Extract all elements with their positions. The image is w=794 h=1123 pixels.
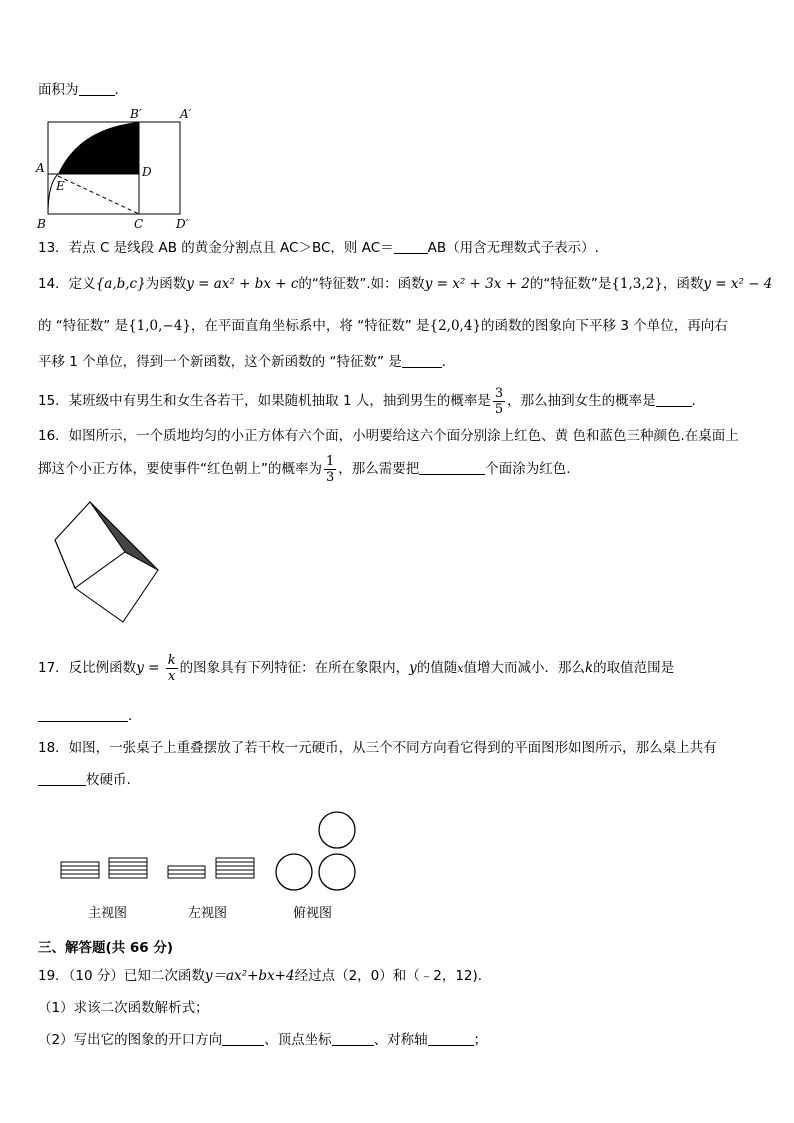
label-e: E xyxy=(56,179,65,193)
label-aprime: A′ xyxy=(180,107,192,121)
label-d: D xyxy=(142,165,152,179)
top-view-coin-2 xyxy=(276,854,312,890)
label-a: A xyxy=(36,161,45,175)
question-14-line1: 14．定义{a,b,c}为函数y = ax² + bx + c的“特征数”.如：函数y = x² + 3x + 2的“特征数”是{1,3,2}，函数y = x² − 4 xyxy=(38,276,773,292)
question-15: 15．某班级中有男生和女生各若干，如果随机抽取 1 人，抽到男生的概率是 $\frac{3}{5}$ ，那么抽到女生的概率是 . xyxy=(38,385,696,417)
top-view-coin-1 xyxy=(319,812,355,848)
label-b: B xyxy=(37,217,46,231)
question-18-line1: 18．如图，一张桌子上重叠摆放了若干枚一元硬币，从三个不同方向看它得到的平面图形如图所示，那么桌上共有 xyxy=(38,740,717,756)
three-views-figure xyxy=(56,806,366,906)
answer-blank[interactable] xyxy=(332,1031,374,1046)
question-14-line2: 的 “特征数” 是{1,0,−4}，在平面直角坐标系中，将 “特征数” 是{2,0,4}的函数的图象向下平移 3 个单位，再向右 xyxy=(38,318,728,334)
area-prompt: 面积为 xyxy=(38,82,79,98)
shaded-region xyxy=(58,122,139,174)
answer-line-area: 面积为 . xyxy=(38,82,119,98)
geometry-figure xyxy=(34,104,204,232)
answer-blank[interactable] xyxy=(656,392,692,407)
question-19-part1: （1）求该二次函数解析式； xyxy=(38,1000,209,1016)
answer-blank[interactable] xyxy=(38,707,128,722)
top-view-coin-3 xyxy=(319,854,355,890)
answer-blank[interactable] xyxy=(428,1031,474,1046)
answer-blank[interactable] xyxy=(79,81,115,96)
cube-figure xyxy=(50,500,164,626)
front-view-stack-1 xyxy=(61,862,99,878)
question-16-line2: 掷这个小正方体，要使事件“红色朝上”的概率为 $\frac{1}{3}$ ，那么需要把 个面涂为红色. xyxy=(38,453,571,485)
label-c: C xyxy=(134,217,144,231)
section-3-title: 三、解答题(共 66 分) xyxy=(38,940,174,956)
answer-blank[interactable] xyxy=(38,771,86,786)
answer-blank[interactable] xyxy=(394,239,428,254)
caption-left-view: 左视图 xyxy=(188,906,228,921)
question-19: 19．（10 分）已知二次函数y＝ax²+bx+4经过点（2，0）和（﹣2，12). xyxy=(38,968,483,984)
label-dprime: D′ xyxy=(176,217,189,231)
question-13: 13．若点 C 是线段 AB 的黄金分割点且 AC＞BC，则 AC＝ AB（用含无理数式子表示）. xyxy=(38,240,599,256)
question-19-part2: （2）写出它的图象的开口方向 、顶点坐标 、对称轴 ； xyxy=(38,1032,488,1048)
question-18-line2: 枚硬币. xyxy=(38,770,131,790)
answer-blank[interactable] xyxy=(419,460,485,475)
caption-front-view: 主视图 xyxy=(88,906,128,921)
front-view-stack-2 xyxy=(109,858,147,878)
question-16-line1: 16．如图所示，一个质地均匀的小正方体有六个面，小明要给这六个面分别涂上红色、黄 色和蓝色三种颜色.在桌面上 xyxy=(38,428,739,444)
label-bprime: B′ xyxy=(130,107,142,121)
caption-top-view: 俯视图 xyxy=(293,906,333,921)
left-view-stack-2 xyxy=(216,858,254,878)
dashed-e-c xyxy=(58,176,139,214)
answer-blank[interactable] xyxy=(402,353,442,368)
question-17: 17．反比例函数y = $\frac{k}{x}$ 的图象具有下列特征：在所在象限内，y的值随x值增大而减小．那么k的取值范围是 xyxy=(38,652,675,684)
question-17-answer: . xyxy=(38,706,132,726)
answer-blank[interactable] xyxy=(222,1031,264,1046)
left-view-stack-1 xyxy=(168,866,205,878)
question-14-line3: 平移 1 个单位，得到一个新函数，这个新函数的 “特征数” 是 . xyxy=(38,354,447,370)
